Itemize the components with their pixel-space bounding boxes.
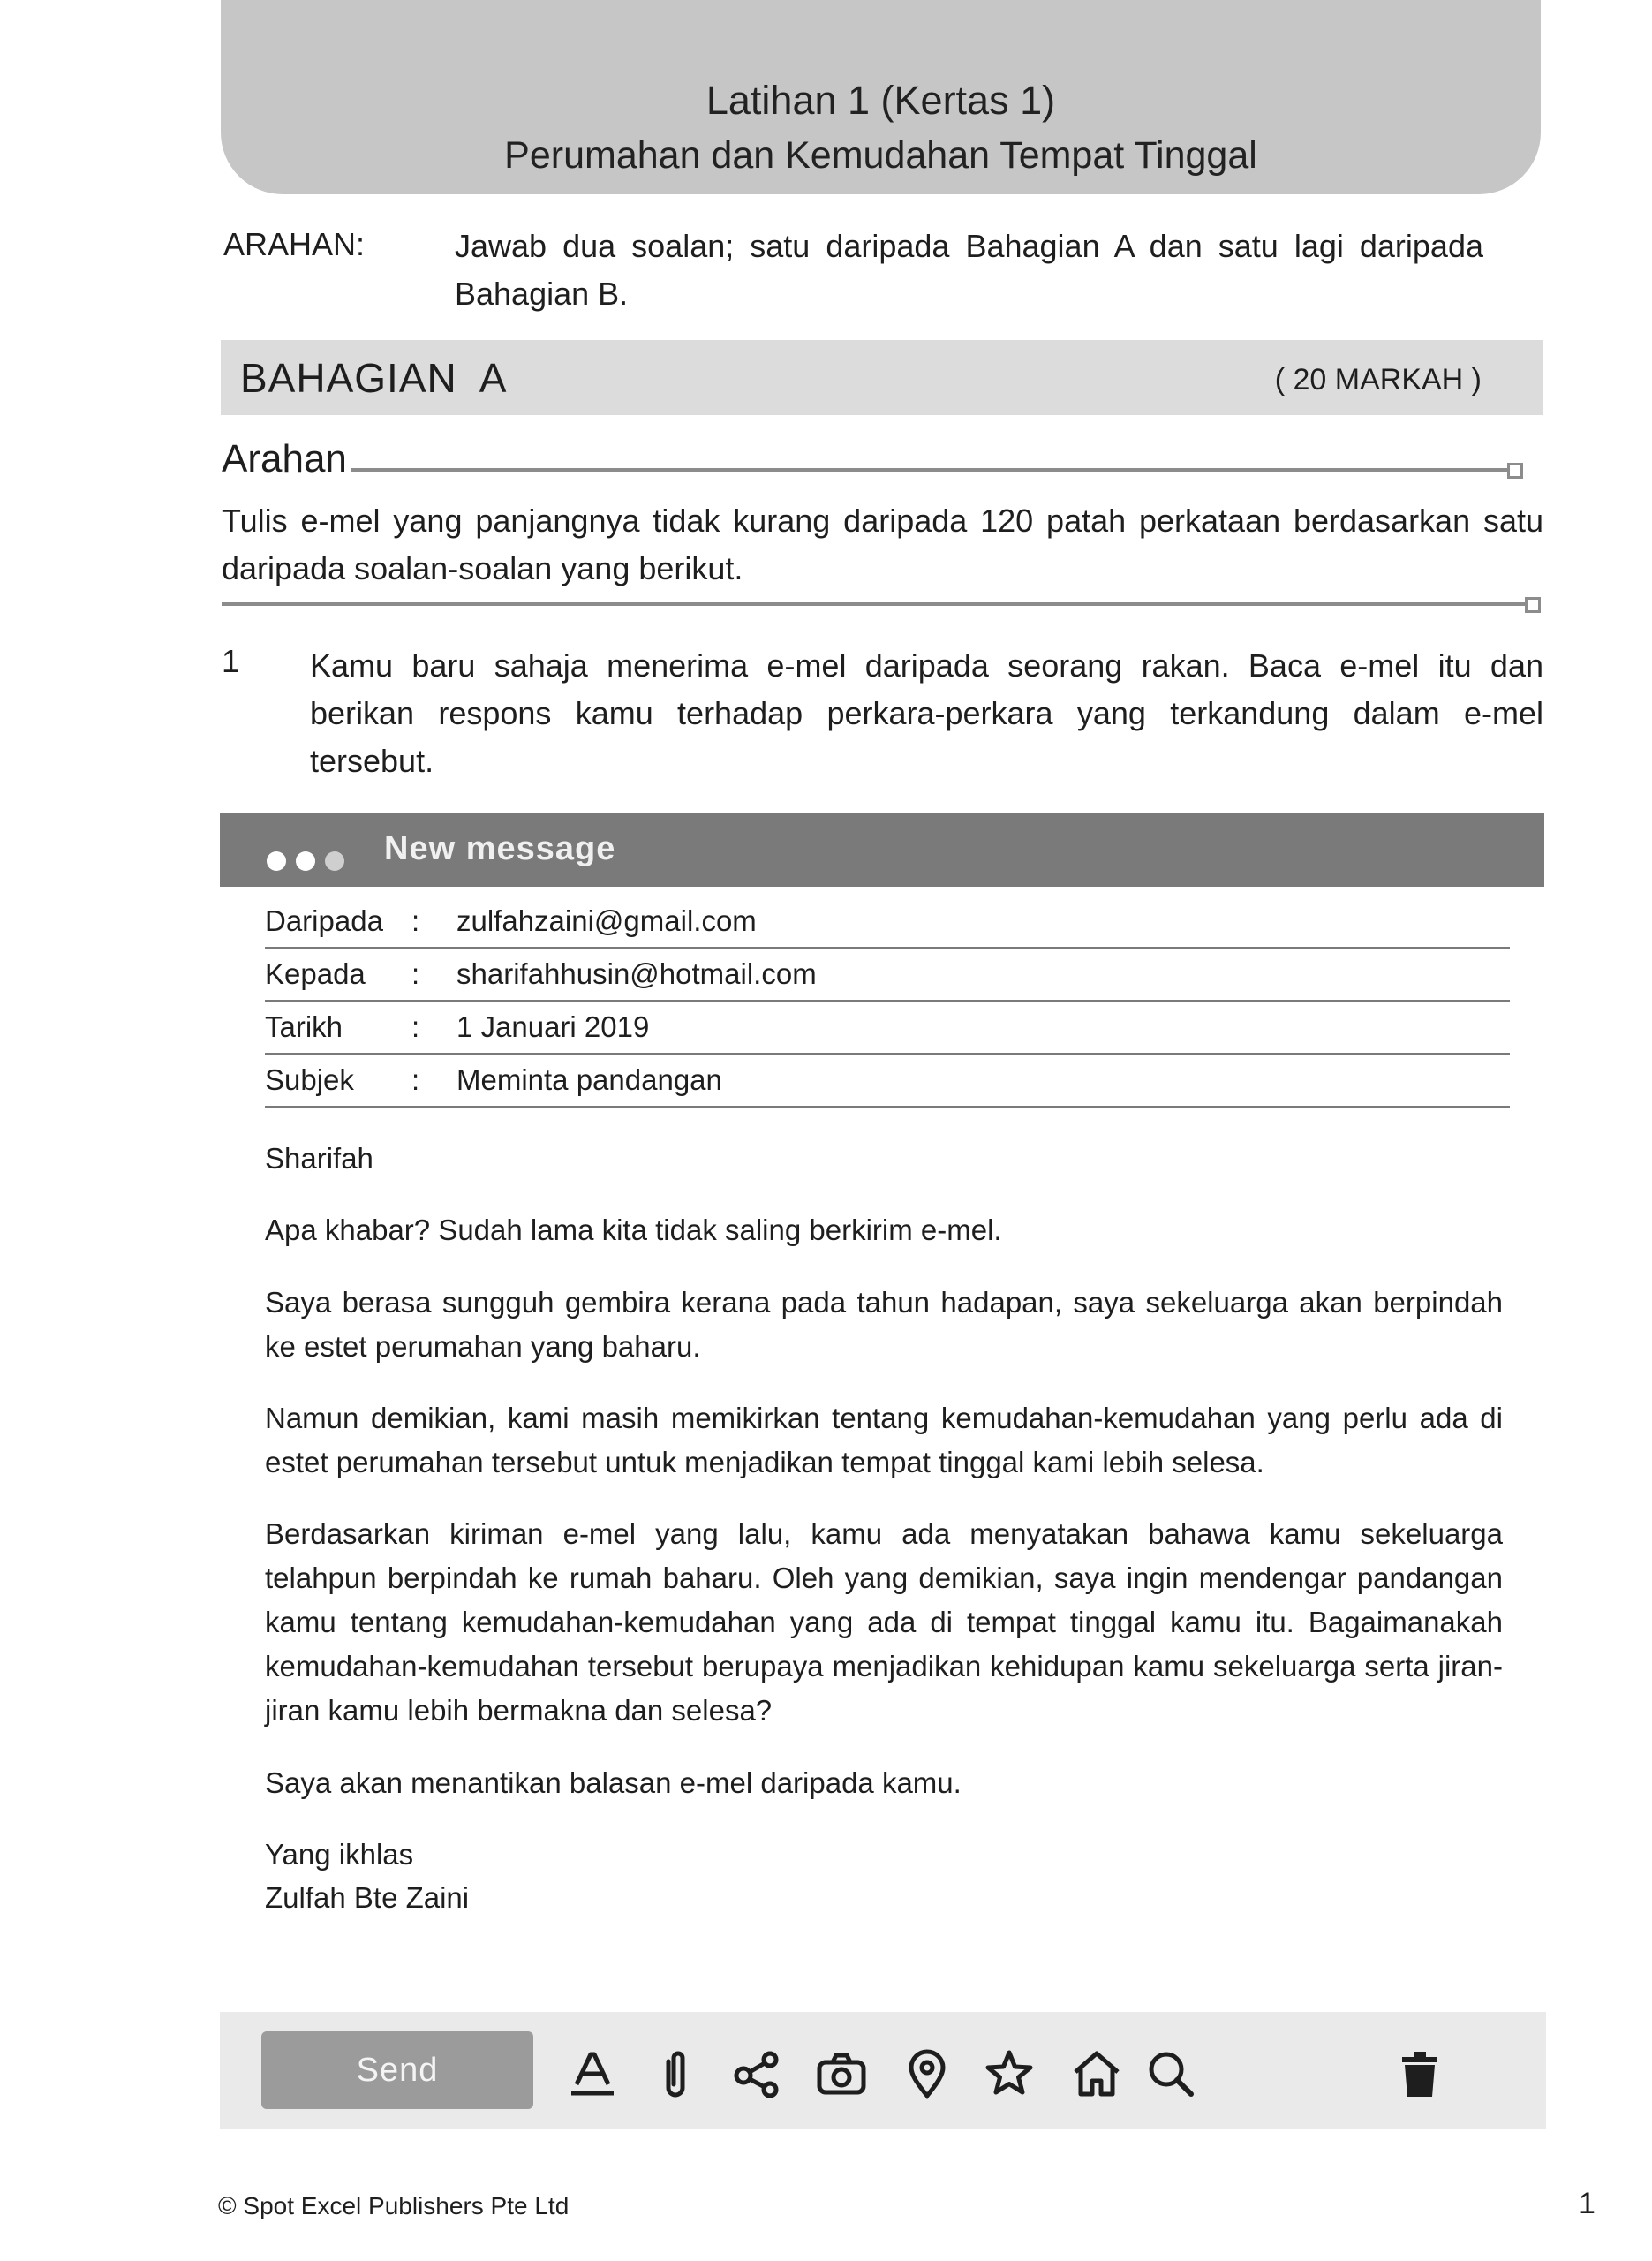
from-address[interactable]: zulfahzaini@gmail.com bbox=[456, 904, 757, 937]
to-address[interactable]: sharifahhusin@hotmail.com bbox=[456, 957, 817, 990]
trash-icon[interactable] bbox=[1393, 2047, 1446, 2100]
section-title: BAHAGIAN A bbox=[240, 355, 508, 401]
field-colon: : bbox=[411, 1063, 420, 1096]
field-label: Kepada bbox=[265, 957, 366, 990]
email-field-date bbox=[265, 1002, 1510, 1055]
search-icon[interactable] bbox=[1144, 2047, 1197, 2100]
email-closing: Yang ikhlas bbox=[265, 1838, 414, 1871]
camera-icon[interactable] bbox=[815, 2047, 868, 2100]
location-pin-icon[interactable] bbox=[901, 2047, 954, 2100]
window-dot-2[interactable] bbox=[296, 851, 315, 871]
email-paragraph: Namun demikian, kami masih memikirkan tentang kemudahan-kemudahan yang perlu ada di estet perumahan tersebut untuk menjadikan tempat tinggal kami lebih selesa. bbox=[265, 1402, 1503, 1478]
email-paragraph: Berdasarkan kiriman e-mel yang lalu, kamu ada menyatakan bahawa kamu sekeluarga telahpun berpindah ke rumah baharu. Oleh yang demikian, saya ingin mendengar pandangan kamu tentang kemudahan-kemudahan yang ada di tempat tinggal kamu itu. Bagaimanakah kemudahan-kemudahan tersebut berupaya menjadikan kehidupan kamu sekeluarga serta jiran-jiran kamu lebih bermakna dan selesa? bbox=[265, 1517, 1503, 1727]
email-paragraph: Apa khabar? Sudah lama kita tidak saling berkirim e-mel. bbox=[265, 1214, 1002, 1246]
field-colon: : bbox=[411, 957, 420, 990]
field-label: Daripada bbox=[265, 904, 383, 937]
email-titlebar bbox=[220, 813, 1544, 887]
email-subject[interactable]: Meminta pandangan bbox=[456, 1063, 722, 1096]
page-subtitle: Perumahan dan Kemudahan Tempat Tinggal bbox=[504, 134, 1257, 177]
email-date[interactable]: 1 Januari 2019 bbox=[456, 1010, 650, 1043]
email-greeting: Sharifah bbox=[265, 1142, 373, 1175]
window-dot-1[interactable] bbox=[267, 851, 286, 871]
window-dot-3[interactable] bbox=[325, 851, 344, 871]
email-field-to bbox=[265, 949, 1510, 1002]
email-signature: Zulfah Bte Zaini bbox=[265, 1881, 470, 1914]
copyright-text: © Spot Excel Publishers Pte Ltd bbox=[218, 2192, 570, 2219]
instructions-divider bbox=[222, 602, 1528, 606]
email-paragraph: Saya berasa sungguh gembira kerana pada tahun hadapan, saya sekeluarga akan berpindah ke estet perumahan yang baharu. bbox=[265, 1286, 1503, 1363]
divider-end-marker bbox=[1507, 463, 1523, 479]
field-label: Tarikh bbox=[265, 1010, 343, 1043]
email-field-subject bbox=[265, 1055, 1510, 1108]
divider-end-marker bbox=[1525, 597, 1541, 613]
page-number: 1 bbox=[1579, 2187, 1595, 2220]
home-icon[interactable] bbox=[1070, 2047, 1123, 2100]
paperclip-icon[interactable] bbox=[649, 2047, 702, 2100]
send-button[interactable]: Send bbox=[261, 2031, 533, 2109]
question-number: 1 bbox=[222, 643, 240, 679]
page-header-banner bbox=[221, 0, 1541, 194]
directions-text: Jawab dua soalan; satu daripada Bahagian A dan satu lagi daripada Bahagian B. bbox=[455, 228, 1483, 312]
section-marks: ( 20 MARKAH ) bbox=[1274, 363, 1482, 397]
heading-divider bbox=[351, 468, 1512, 472]
directions-label: ARAHAN: bbox=[223, 226, 366, 262]
page-title: Latihan 1 (Kertas 1) bbox=[705, 78, 1056, 123]
email-field-from bbox=[265, 896, 1510, 949]
text-format-icon[interactable] bbox=[566, 2047, 619, 2100]
field-colon: : bbox=[411, 1010, 420, 1043]
section-bar bbox=[221, 340, 1543, 415]
field-colon: : bbox=[411, 904, 420, 937]
email-paragraph: Saya akan menantikan balasan e-mel daripada kamu. bbox=[265, 1766, 962, 1799]
email-window-title: New message bbox=[384, 830, 616, 867]
star-icon[interactable] bbox=[983, 2047, 1036, 2100]
field-label: Subjek bbox=[265, 1063, 354, 1096]
instructions-text: Tulis e-mel yang panjangnya tidak kurang daripada 120 patah perkataan berdasarkan satu daripada soalan-soalan yang berikut. bbox=[222, 503, 1543, 586]
instructions-heading: Arahan bbox=[222, 437, 347, 480]
question-text: Kamu baru sahaja menerima e-mel daripada seorang rakan. Baca e-mel itu dan berikan respons kamu terhadap perkara-perkara yang terkandung dalam e-mel tersebut. bbox=[310, 647, 1543, 779]
share-icon[interactable] bbox=[731, 2047, 784, 2100]
